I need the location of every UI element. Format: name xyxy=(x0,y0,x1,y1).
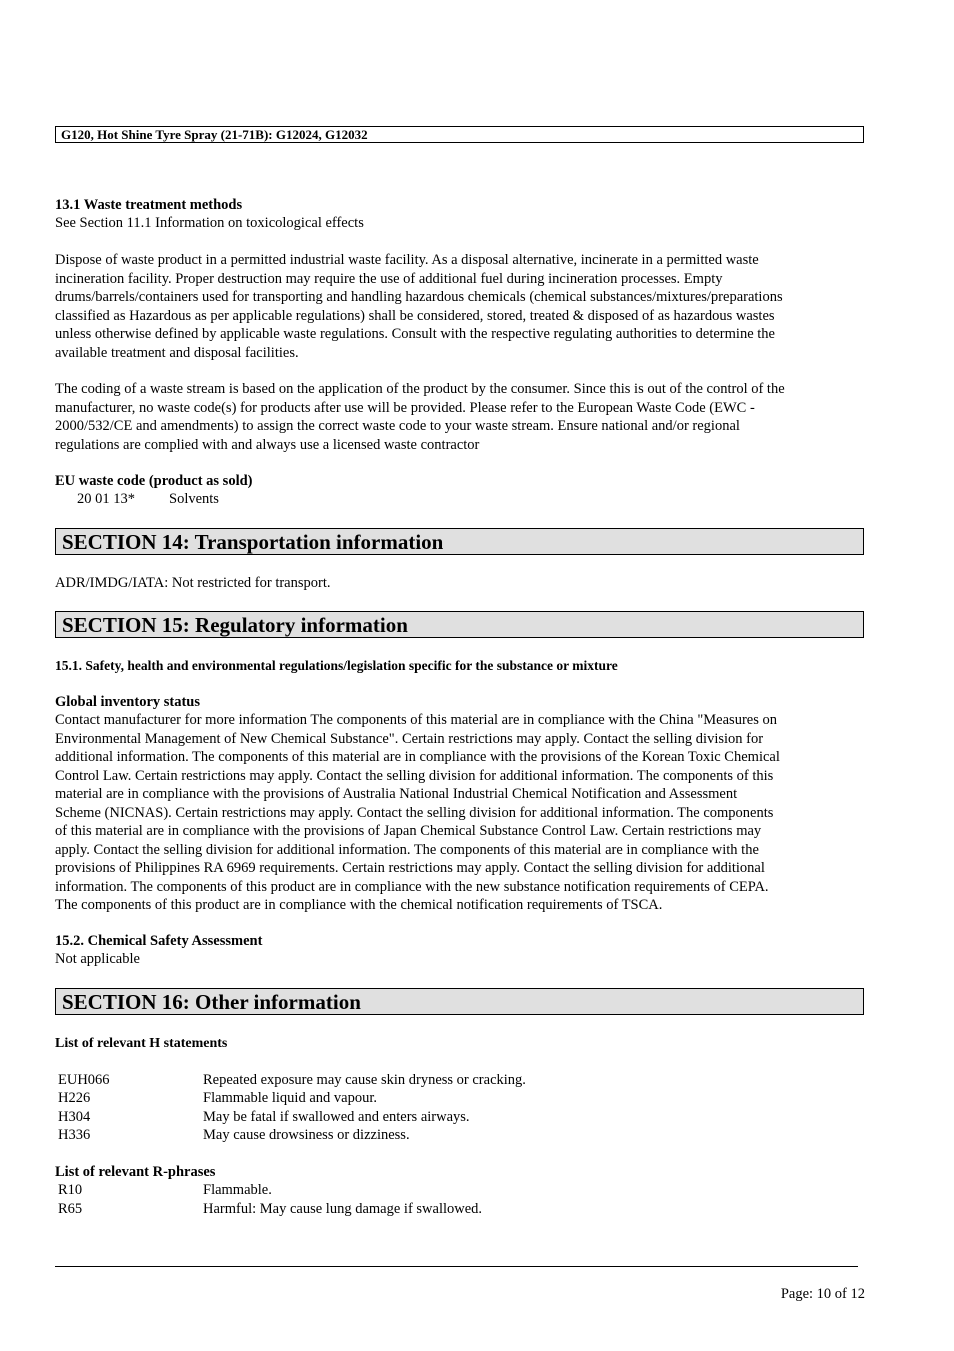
h-statement-code: EUH066 xyxy=(58,1072,110,1088)
paragraph-line: unless otherwise defined by applicable waste regulations. Consult with the respective regulating authorities to determine the xyxy=(55,326,775,342)
r-phrase-code: R65 xyxy=(58,1201,83,1217)
r-phrases-heading: List of relevant R-phrases xyxy=(55,1164,216,1180)
paragraph-line: Dispose of waste product in a permitted industrial waste facility. As a disposal alternative, incinerate in a permitted waste xyxy=(55,252,759,268)
waste-treatment-heading: 13.1 Waste treatment methods xyxy=(55,197,243,213)
paragraph-line: 2000/532/CE and amendments) to assign the correct waste code to your waste stream. Ensure national and/or regional xyxy=(55,418,740,434)
paragraph-line: Contact manufacturer for more information The components of this material are in compliance with the China "Measures on xyxy=(55,712,777,728)
footer-divider xyxy=(55,1266,858,1267)
h-statement-code: H304 xyxy=(58,1109,91,1125)
global-inventory-heading: Global inventory status xyxy=(55,694,201,710)
document-header xyxy=(55,126,864,143)
section-16-header xyxy=(55,988,864,1015)
paragraph-line: The components of this product are in compliance with the chemical notification requirements of TSCA. xyxy=(55,897,663,913)
h-statement-text: Repeated exposure may cause skin dryness or cracking. xyxy=(203,1072,526,1088)
paragraph-line: incineration facility. Proper destruction may require the use of additional fuel during incineration processes. Empty xyxy=(55,270,723,287)
waste-treatment-see: See Section 11.1 Information on toxicological effects xyxy=(55,215,364,231)
paragraph-line: Environmental Management of New Chemical Substance". Certain restrictions may apply. Contact the selling division for xyxy=(55,730,764,747)
paragraph-line: Control Law. Certain restrictions may apply. Contact the selling division for additional information. The components of this xyxy=(55,767,774,784)
section-16-title: SECTION 16: Other information xyxy=(62,990,361,1014)
transport-text: ADR/IMDG/IATA: Not restricted for transport. xyxy=(55,575,331,591)
chemical-safety-heading: 15.2. Chemical Safety Assessment xyxy=(55,933,263,949)
paragraph-line: information. The components of this product are in compliance with the new substance notification requirements of CEPA. xyxy=(55,878,769,895)
h-statement-code: H336 xyxy=(58,1127,91,1143)
paragraph-line: provisions of Philippines RA 6969 requirements. Certain restrictions may apply. Contact the selling division for additional xyxy=(55,860,765,876)
h-statement-text: Flammable liquid and vapour. xyxy=(203,1090,377,1106)
paragraph-line: available treatment and disposal facilities. xyxy=(55,344,299,361)
global-inventory-text xyxy=(55,711,870,915)
paragraph-line: manufacturer, no waste code(s) for products after use will be provided. Please refer to the European Waste Code (EWC - xyxy=(55,399,755,416)
eu-waste-code-heading: EU waste code (product as sold) xyxy=(55,473,253,489)
paragraph-line: of this material are in compliance with the provisions of Japan Chemical Substance Control Law. Certain restrictions may xyxy=(55,823,762,839)
section-15-title: SECTION 15: Regulatory information xyxy=(62,613,408,637)
h-statements-heading: List of relevant H statements xyxy=(55,1036,228,1051)
waste-disposal-paragraph xyxy=(55,251,870,362)
product-title: G120, Hot Shine Tyre Spray (21-71B): G12024, G12032 xyxy=(61,127,368,142)
paragraph-line: additional information. The components of this material are in compliance with the provisions of the Korean Toxic Chemical xyxy=(55,749,780,765)
paragraph-line: classified as Hazardous as per applicable regulations) shall be considered, stored, treated & disposed of as hazardous wastes xyxy=(55,307,775,324)
h-statement-text: May cause drowsiness or dizziness. xyxy=(203,1127,410,1143)
r-phrases-list xyxy=(58,1181,758,1219)
page-number: Page: 10 of 12 xyxy=(780,1286,865,1302)
paragraph-line: regulations are complied with and always use a licensed waste contractor xyxy=(55,436,480,453)
eu-waste-code: 20 01 13* xyxy=(77,491,135,507)
paragraph-line: The coding of a waste stream is based on the application of the product by the consumer. Since this is out of the control of the xyxy=(55,381,785,397)
chemical-safety-text: Not applicable xyxy=(55,951,140,967)
r-phrase-text: Flammable. xyxy=(203,1182,272,1198)
eu-waste-code-desc: Solvents xyxy=(169,491,219,507)
r-phrase-code: R10 xyxy=(58,1182,83,1198)
paragraph-line: drums/barrels/containers used for transporting and handling hazardous chemicals (chemical substances/mixtures/preparations xyxy=(55,289,783,305)
h-statement-text: May be fatal if swallowed and enters airways. xyxy=(203,1109,470,1125)
section-14-title: SECTION 14: Transportation information xyxy=(62,530,444,554)
section-14-header xyxy=(55,528,864,555)
paragraph-line: material are in compliance with the provisions of Australia National Industrial Chemical Notification and Assessment xyxy=(55,786,738,802)
h-statement-code: H226 xyxy=(58,1090,91,1106)
h-statements-list xyxy=(58,1071,758,1145)
paragraph-line: apply. Contact the selling division for additional information. The components of this material are in compliance with the xyxy=(55,841,759,858)
section-15-header xyxy=(55,611,864,638)
waste-coding-paragraph xyxy=(55,380,870,454)
regulations-subheading: 15.1. Safety, health and environmental regulations/legislation specific for the substance or mixture xyxy=(55,658,618,673)
paragraph-line: Scheme (NICNAS). Certain restrictions may apply. Contact the selling division for additional information. The components xyxy=(55,804,774,821)
r-phrase-text: Harmful: May cause lung damage if swallowed. xyxy=(203,1201,483,1217)
